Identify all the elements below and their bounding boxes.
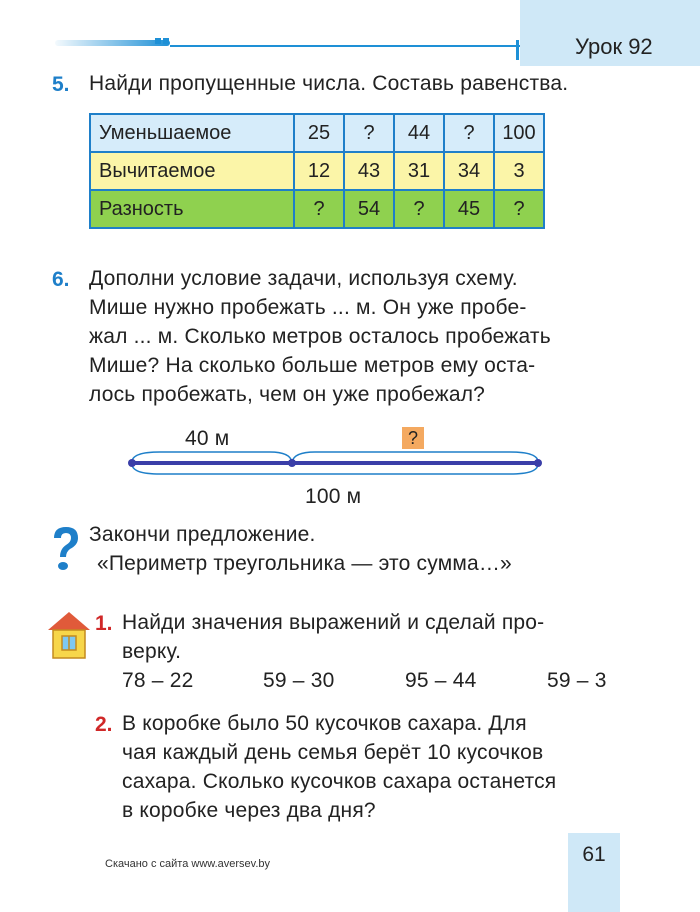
table-cell: ? bbox=[294, 190, 344, 228]
table-cell: ? bbox=[444, 114, 494, 152]
task-5-number: 5. bbox=[52, 73, 70, 96]
home-task-2-line: чая каждый день семья берёт 10 кусочков bbox=[122, 741, 544, 764]
expression: 95 – 44 bbox=[405, 669, 477, 692]
task-5-text: Найди пропущенные числа. Составь равенства. bbox=[89, 72, 569, 95]
task-6-line: Мише нужно пробежать ... м. Он уже пробе- bbox=[89, 296, 527, 319]
home-task-2-line: в коробке через два дня? bbox=[122, 799, 376, 822]
segment-point bbox=[534, 459, 542, 467]
table-cell: ? bbox=[394, 190, 444, 228]
page-number: 61 bbox=[582, 843, 606, 866]
table-cell: 12 bbox=[294, 152, 344, 190]
row-label: Разность bbox=[90, 190, 294, 228]
expression: 78 – 22 bbox=[122, 669, 194, 692]
subtraction-table bbox=[89, 113, 545, 229]
unknown-brace bbox=[292, 452, 538, 462]
task-6-number: 6. bbox=[52, 268, 70, 291]
question-line: «Периметр треугольника — это сумма…» bbox=[97, 552, 512, 575]
header-decor-line bbox=[55, 40, 170, 46]
scheme-unknown-label: ? bbox=[402, 427, 424, 449]
header-decor-square bbox=[155, 38, 161, 44]
table-cell: 34 bbox=[444, 152, 494, 190]
row-label: Уменьшаемое bbox=[90, 114, 294, 152]
table-cell: 31 bbox=[394, 152, 444, 190]
footer-source: Скачано с сайта www.aversev.by bbox=[105, 858, 271, 870]
table-cell: 43 bbox=[344, 152, 394, 190]
task-6-line: лось пробежать, чем он уже пробежал? bbox=[89, 383, 486, 406]
header-decor-square bbox=[163, 38, 169, 44]
scheme-total-label: 100 м bbox=[305, 485, 362, 508]
house-icon bbox=[46, 610, 92, 660]
table-cell: 3 bbox=[494, 152, 544, 190]
table-cell: 44 bbox=[394, 114, 444, 152]
home-task-1-line: Найди значения выражений и сделай про- bbox=[122, 611, 545, 634]
part-brace bbox=[132, 452, 292, 462]
home-task-2-line: сахара. Сколько кусочков сахара останется bbox=[122, 770, 557, 793]
task-6-line: Мише? На сколько больше метров ему оста- bbox=[89, 354, 536, 377]
table-cell: 45 bbox=[444, 190, 494, 228]
home-task-1-line: верку. bbox=[122, 640, 182, 663]
segment-point bbox=[288, 459, 296, 467]
row-label: Вычитаемое bbox=[90, 152, 294, 190]
task-6-line: Дополни условие задачи, используя схему. bbox=[89, 267, 518, 290]
question-line: Закончи предложение. bbox=[89, 523, 316, 546]
header-rule bbox=[170, 45, 520, 47]
table-cell: ? bbox=[344, 114, 394, 152]
home-task-2-number: 2. bbox=[95, 713, 113, 736]
table-cell: 25 bbox=[294, 114, 344, 152]
home-task-2-line: В коробке было 50 кусочков сахара. Для bbox=[122, 712, 527, 735]
expression: 59 – 30 bbox=[263, 669, 335, 692]
expression: 59 – 3 bbox=[547, 669, 607, 692]
segment-point bbox=[128, 459, 136, 467]
header-decor-bar bbox=[516, 40, 519, 60]
task-6-line: жал ... м. Сколько метров осталось пробежать bbox=[89, 325, 551, 348]
lesson-title: Урок 92 bbox=[575, 34, 653, 59]
table-cell: 54 bbox=[344, 190, 394, 228]
table-cell: 100 bbox=[494, 114, 544, 152]
table-row bbox=[90, 152, 544, 190]
question-mark-icon bbox=[48, 524, 82, 574]
home-task-1-number: 1. bbox=[95, 612, 113, 635]
scheme-part-label: 40 м bbox=[185, 427, 230, 450]
table-row bbox=[90, 190, 544, 228]
table-row bbox=[90, 114, 544, 152]
table-cell: ? bbox=[494, 190, 544, 228]
total-brace bbox=[132, 464, 538, 474]
